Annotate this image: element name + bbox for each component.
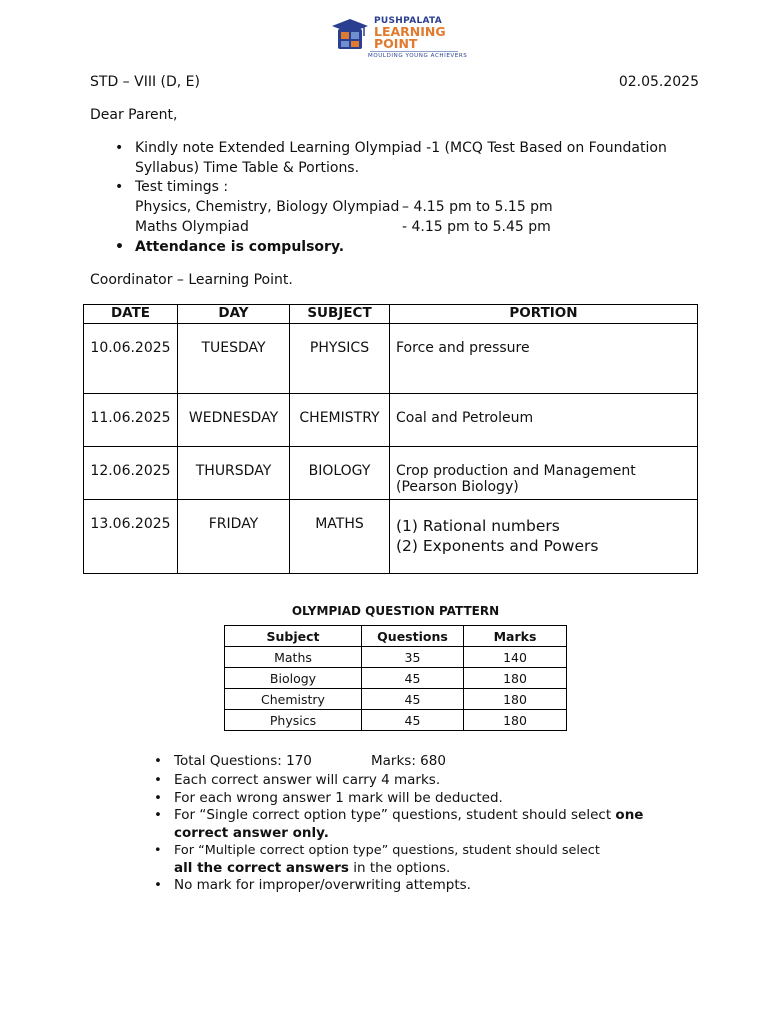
logo-line2: LEARNING <box>374 24 446 39</box>
timing1-time: – 4.15 pm to 5.15 pm <box>402 199 553 215</box>
pattern-subject: Biology <box>225 668 362 689</box>
note-item-2 <box>135 179 228 195</box>
rule-text: For each wrong answer 1 mark will be deducted. <box>174 790 503 806</box>
header-date: DATE <box>84 305 178 324</box>
portion-line: Crop production and Management <box>396 463 636 479</box>
pattern-questions: 45 <box>362 689 464 710</box>
rule-bold-text: correct answer only. <box>174 825 329 841</box>
table-row <box>225 710 567 731</box>
rule-text: For “Single correct option type” questions, student should select <box>174 807 612 823</box>
table-row <box>84 447 698 500</box>
row-subject: CHEMISTRY <box>290 394 390 447</box>
rule-item <box>174 772 440 788</box>
row-subject: PHYSICS <box>290 324 390 394</box>
rule-totals <box>174 753 312 769</box>
header-subject: SUBJECT <box>290 305 390 324</box>
rule-item-cont <box>174 860 450 876</box>
row-portion <box>390 500 698 574</box>
pattern-questions: 45 <box>362 668 464 689</box>
coordinator-signoff: Coordinator – Learning Point. <box>90 272 293 288</box>
table-row <box>225 668 567 689</box>
row-date: 11.06.2025 <box>84 394 178 447</box>
school-logo <box>330 14 468 60</box>
portion-line: (Pearson Biology) <box>396 479 519 495</box>
portion-line: (2) Exponents and Powers <box>396 537 599 555</box>
row-subject: MATHS <box>290 500 390 574</box>
rule-item <box>174 877 471 893</box>
salutation: Dear Parent, <box>90 107 178 123</box>
header-day: DAY <box>178 305 290 324</box>
rule-text: in the options. <box>353 860 451 876</box>
table-row <box>225 647 567 668</box>
pattern-header-marks: Marks <box>464 626 567 647</box>
row-date: 10.06.2025 <box>84 324 178 394</box>
row-portion <box>390 394 698 447</box>
total-marks: Marks: 680 <box>371 753 446 769</box>
rule-text: For “Multiple correct option type” questions, student should select <box>174 843 600 858</box>
pattern-subject: Maths <box>225 647 362 668</box>
logo-tagline: MOULDING YOUNG ACHIEVERS <box>368 53 468 59</box>
row-subject: BIOLOGY <box>290 447 390 500</box>
timing2-time: - 4.15 pm to 5.45 pm <box>402 219 551 235</box>
note-item-3 <box>135 239 344 255</box>
rule-item <box>174 843 600 858</box>
timetable <box>83 304 698 574</box>
notice-date: 02.05.2025 <box>618 74 699 90</box>
rule-bold-text: one <box>615 807 644 823</box>
rule-bold-text: all the correct answers <box>174 860 349 876</box>
pattern-table <box>224 625 567 731</box>
rule-text: Each correct answer will carry 4 marks. <box>174 772 441 788</box>
pattern-header-questions: Questions <box>362 626 464 647</box>
timing2-subjects: Maths Olympiad <box>135 219 249 235</box>
portion-line: (1) Rational numbers <box>396 517 560 535</box>
pattern-subject: Chemistry <box>225 689 362 710</box>
pattern-marks: 180 <box>464 689 567 710</box>
pattern-marks: 140 <box>464 647 567 668</box>
table-row <box>84 394 698 447</box>
row-date: 12.06.2025 <box>84 447 178 500</box>
pattern-title: OLYMPIAD QUESTION PATTERN <box>291 604 500 618</box>
table-row <box>84 324 698 394</box>
row-date: 13.06.2025 <box>84 500 178 574</box>
rule-item <box>174 790 503 806</box>
pattern-questions: 45 <box>362 710 464 731</box>
pattern-subject: Physics <box>225 710 362 731</box>
row-day: THURSDAY <box>178 447 290 500</box>
row-portion <box>390 324 698 394</box>
graduation-cap-icon <box>330 16 370 56</box>
note-item-2-title: Test timings : <box>135 179 229 195</box>
timing1-subjects: Physics, Chemistry, Biology Olympiad <box>135 199 400 215</box>
class-label: STD – VIII (D, E) <box>90 74 200 90</box>
header-portion: PORTION <box>390 305 698 324</box>
row-portion <box>390 447 698 500</box>
pattern-questions: 35 <box>362 647 464 668</box>
pattern-header-row <box>225 626 567 647</box>
portion-line: Coal and Petroleum <box>396 410 534 426</box>
logo-line1: PUSHPALATA <box>374 16 443 26</box>
pattern-header-subject: Subject <box>225 626 362 647</box>
table-row <box>84 500 698 574</box>
total-questions: Total Questions: 170 <box>174 753 312 769</box>
portion-line: Force and pressure <box>396 340 530 356</box>
logo-divider <box>370 51 458 52</box>
pattern-marks: 180 <box>464 668 567 689</box>
note-item-1-line1: Kindly note Extended Learning Olympiad -1 (MCQ Test Based on Foundation <box>135 140 667 156</box>
row-day: TUESDAY <box>178 324 290 394</box>
rule-text: No mark for improper/overwriting attempts. <box>174 877 471 893</box>
note-item-1-line2: Syllabus) Time Table & Portions. <box>135 160 360 176</box>
rule-item <box>174 807 643 823</box>
logo-line3: POINT <box>374 36 418 51</box>
row-day: FRIDAY <box>178 500 290 574</box>
pattern-marks: 180 <box>464 710 567 731</box>
note-item-1 <box>135 140 667 156</box>
table-row <box>225 689 567 710</box>
timetable-header-row <box>84 305 698 324</box>
attendance-note: Attendance is compulsory. <box>135 239 345 255</box>
row-day: WEDNESDAY <box>178 394 290 447</box>
